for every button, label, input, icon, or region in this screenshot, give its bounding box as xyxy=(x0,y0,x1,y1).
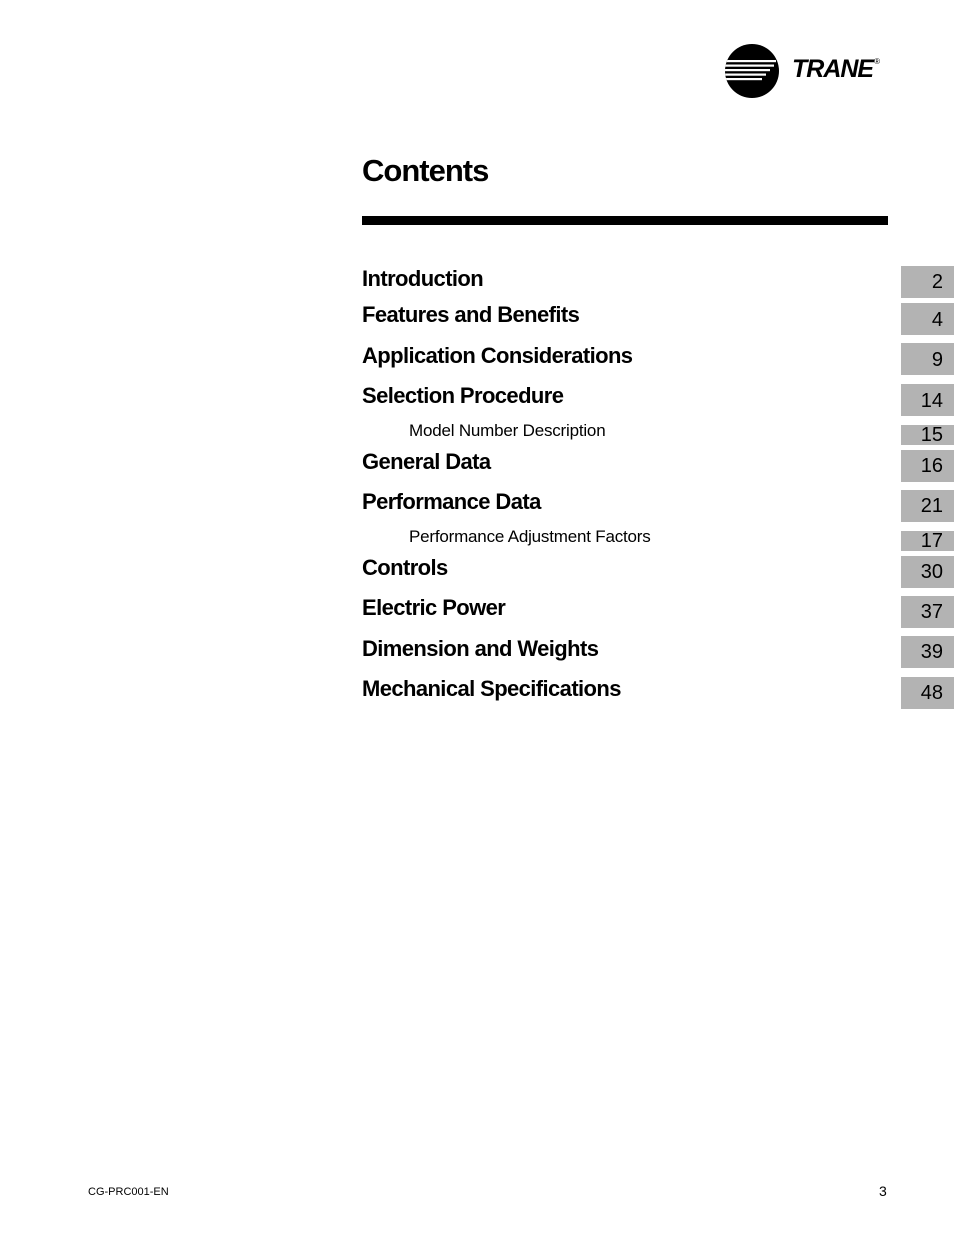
page-tab: 15 xyxy=(901,425,954,445)
page-tab: 14 xyxy=(901,384,954,416)
toc-entry-features[interactable]: Features and Benefits xyxy=(362,302,580,327)
page-tab: 30 xyxy=(901,556,954,588)
toc-entry-dimension-weights[interactable]: Dimension and Weights xyxy=(362,636,599,661)
page-tab: 21 xyxy=(901,490,954,522)
toc-subentry-performance-adjustment[interactable]: Performance Adjustment Factors xyxy=(409,527,651,546)
page-tab: 17 xyxy=(901,531,954,551)
page-tab: 48 xyxy=(901,677,954,709)
page-tab: 9 xyxy=(901,343,954,375)
trane-logo-icon xyxy=(724,43,780,99)
toc-entry-introduction[interactable]: Introduction xyxy=(362,266,484,291)
page-tab: 4 xyxy=(901,303,954,335)
page-tab: 2 xyxy=(901,266,954,298)
footer-doc-code: CG-PRC001-EN xyxy=(88,1186,169,1198)
toc-subentry-model-number[interactable]: Model Number Description xyxy=(409,421,606,440)
brand-wordmark: TRANE xyxy=(792,54,874,83)
footer-page-number: 3 xyxy=(879,1183,887,1199)
trane-logo xyxy=(724,42,880,100)
page-tab: 39 xyxy=(901,636,954,668)
toc-entry-controls[interactable]: Controls xyxy=(362,555,448,580)
toc-entry-mechanical-specs[interactable]: Mechanical Specifications xyxy=(362,676,621,701)
registered-mark: ® xyxy=(874,56,881,66)
toc-entry-selection[interactable]: Selection Procedure xyxy=(362,383,564,408)
page-tab: 16 xyxy=(901,450,954,482)
page-tab: 37 xyxy=(901,596,954,628)
toc-entry-performance-data[interactable]: Performance Data xyxy=(362,489,541,514)
toc-entry-electric-power[interactable]: Electric Power xyxy=(362,595,506,620)
page-title: Contents xyxy=(362,153,489,188)
toc-entry-application[interactable]: Application Considerations xyxy=(362,343,633,368)
title-rule xyxy=(362,216,888,225)
toc-entry-general-data[interactable]: General Data xyxy=(362,449,491,474)
